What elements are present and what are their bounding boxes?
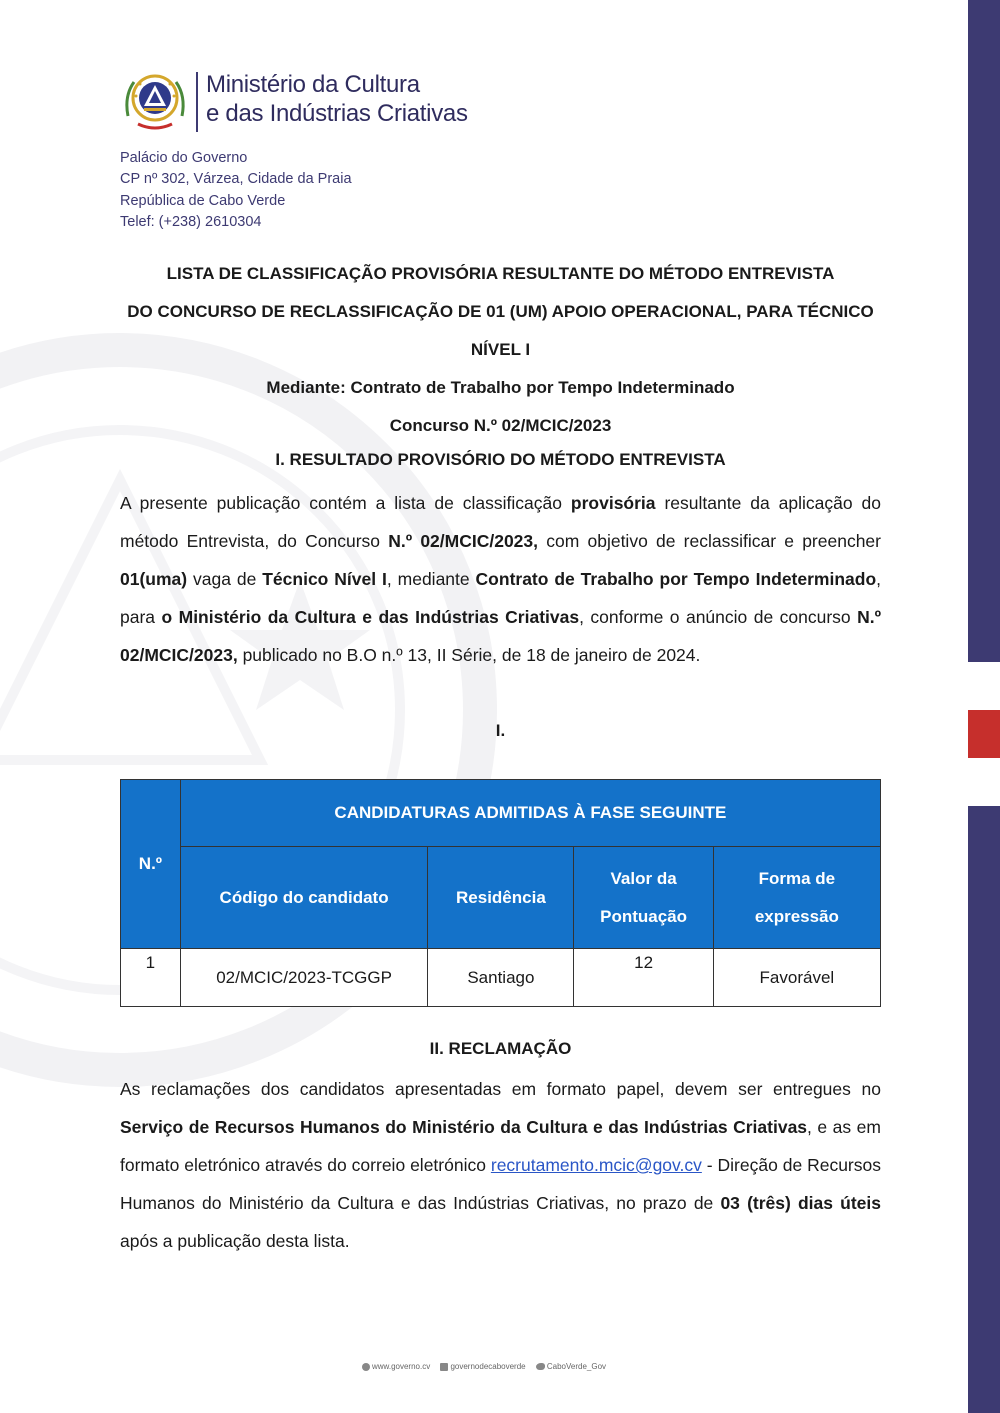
side-stripe-red [968,710,1000,758]
bold-run: o Ministério da Cultura e das Indústrias Criativas [161,607,580,627]
cell-expression: Favorável [713,949,880,1007]
text-run: com objetivo de reclassificar e preencher [538,531,881,551]
bold-run: N.º 02/MCIC/2023, [388,531,539,551]
column-header-score-line2: Pontuação [600,906,688,926]
footer-website-text: www.governo.cv [371,1362,431,1371]
email-link[interactable]: recrutamento.mcic@gov.cv [490,1155,702,1175]
column-header-code: Código do candidato [180,847,428,949]
facebook-icon [440,1363,448,1371]
side-stripe-navy-top [968,0,1000,662]
ministry-logo [120,66,500,140]
bold-run: 03 (três) dias úteis [720,1193,882,1213]
text-run: , mediante [386,569,476,589]
column-header-number: N.º [121,780,181,949]
bold-run: Contrato de Trabalho por Tempo Indeterminado [475,569,877,589]
text-run: As reclamações dos candidatos apresentadas em formato papel, devem ser entregues no [120,1079,881,1099]
coat-of-arms-icon [120,66,190,136]
bold-run: provisória [570,493,656,513]
address-block [120,148,352,233]
column-header-expression-line2: expressão [754,906,839,926]
bold-run: 01(uma) [120,569,188,589]
column-header-residence: Residência [428,847,574,949]
text-run: após a publicação desta lista. [120,1231,350,1251]
globe-icon [362,1363,370,1371]
document-title-line1: LISTA DE CLASSIFICAÇÃO PROVISÓRIA RESULTANTE DO MÉTODO ENTREVISTA [166,264,835,283]
bold-run: Serviço de Recursos Humanos do Ministério da Cultura e das Indústrias Criativas [120,1117,808,1137]
footer-twitter[interactable] [536,1362,606,1371]
text-run: , e as em formato eletrónico através do correio eletrónico [120,1117,881,1175]
table-section-label: I. [495,721,506,740]
text-run: A presente publicação contém a lista de classificação [120,493,571,513]
document-title-line2: DO CONCURSO DE RECLASSIFICAÇÃO DE 01 (UM) APOIO OPERACIONAL, PARA TÉCNICO [127,302,874,321]
bold-run: N.º 02/MCIC/2023, [120,607,881,665]
cell-candidate-code: 02/MCIC/2023-TCGGP [180,949,428,1007]
column-header-expression [713,847,880,949]
document-title-line3: NÍVEL I [470,340,531,359]
logo-divider [196,72,198,132]
side-stripe-navy-bottom [968,806,1000,1413]
section2-heading: II. RECLAMAÇÃO [429,1039,572,1058]
page-footer [0,1362,968,1371]
cell-score: 12 [574,949,713,1007]
address-line: CP nº 302, Várzea, Cidade da Praia [120,171,352,188]
ministry-name-line2: e das Indústrias Criativas [206,100,468,127]
cell-number: 1 [121,949,181,1007]
section1-heading: I. RESULTADO PROVISÓRIO DO MÉTODO ENTREVISTA [275,450,726,469]
text-run: vaga de [187,569,263,589]
footer-website[interactable] [362,1362,430,1371]
footer-facebook-text: governodecaboverde [450,1362,526,1371]
results-table [120,779,881,1007]
column-header-score [574,847,713,949]
text-run: publicado no B.O n.º 13, II Série, de 18 de janeiro de 2024. [237,645,701,665]
footer-twitter-text: CaboVerde_Gov [546,1362,607,1371]
section1-paragraph [120,484,881,674]
text-run: resultante da aplicação do método Entrevista, do Concurso [120,493,882,551]
text-run: , conforme o anúncio de concurso [579,607,858,627]
address-line: República de Cabo Verde [120,192,286,209]
ministry-name [206,70,468,128]
section2-paragraph [120,1070,881,1260]
bold-run: Técnico Nível I [262,569,387,589]
ministry-name-line1: Ministério da Cultura [206,71,420,98]
document-subtitle: Mediante: Contrato de Trabalho por Tempo Indeterminado [266,378,735,397]
text-run: , para [120,569,882,627]
concurso-number: Concurso N.º 02/MCIC/2023 [389,416,612,435]
column-header-expression-line1: Forma de [758,868,836,888]
address-line: Palácio do Governo [120,150,248,166]
footer-facebook[interactable] [440,1362,525,1371]
twitter-icon [536,1363,545,1370]
column-header-score-line1: Valor da [610,868,677,888]
document-headings [120,255,881,475]
table-row [121,949,881,1007]
table-group-header: CANDIDATURAS ADMITIDAS À FASE SEGUINTE [180,780,880,847]
text-run: - Direção de Recursos Humanos do Ministério da Cultura e das Indústrias Criativas, no prazo de [120,1155,881,1213]
cell-residence: Santiago [428,949,574,1007]
address-line: Telef: (+238) 2610304 [120,213,262,230]
